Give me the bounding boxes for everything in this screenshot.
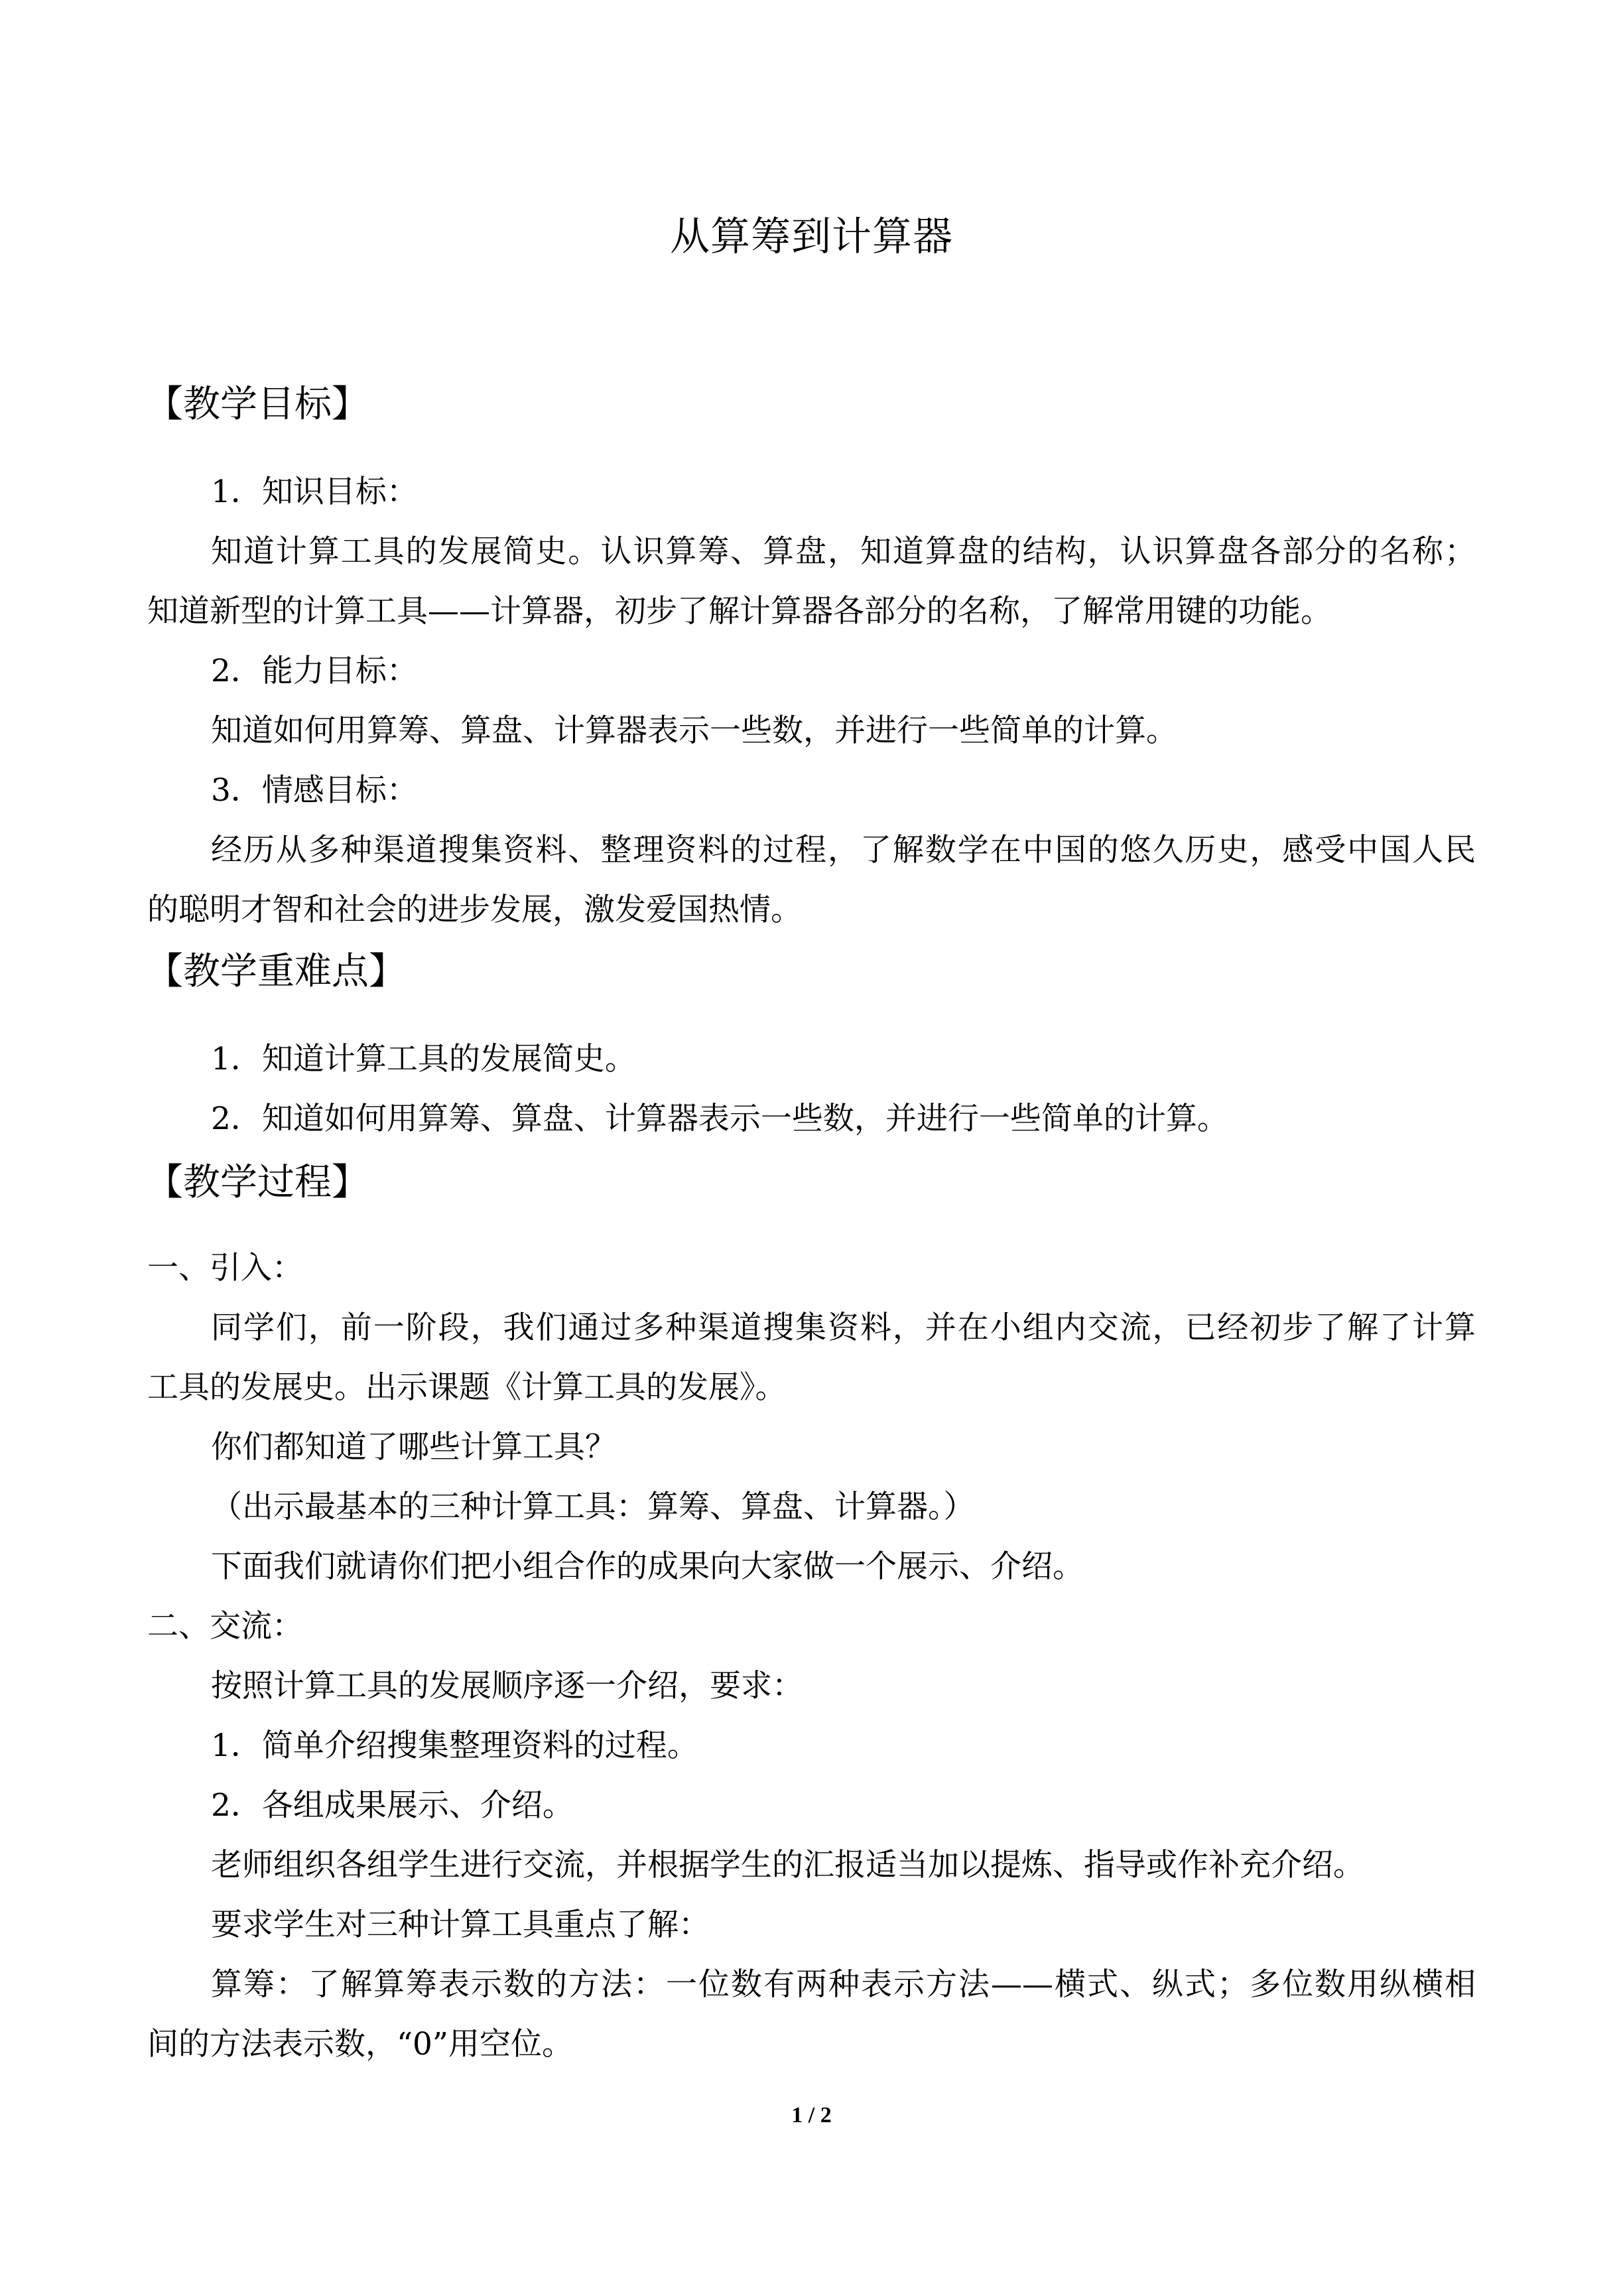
process-paragraph-9: 要求学生对三种计算工具重点了解： — [211, 1907, 710, 1943]
goal-2-label: 2．能力目标： — [211, 653, 418, 689]
key-point-1: 1．知道计算工具的发展简史。 — [211, 1041, 636, 1077]
process-paragraph-1-line-2: 工具的发展史。出示课题《计算工具的发展》。 — [147, 1369, 787, 1406]
process-paragraph-6: 1．简单介绍搜集整理资料的过程。 — [211, 1727, 698, 1764]
process-paragraph-7: 2．各组成果展示、介绍。 — [211, 1787, 574, 1824]
process-part-2-heading: 二、交流： — [147, 1608, 303, 1645]
goal-3-label: 3．情感目标： — [211, 772, 418, 809]
goal-1-text-line-1: 知道计算工具的发展简史。认识算筹、算盘，知道算盘的结构，认识算盘各部分的名称； — [211, 533, 1476, 570]
section-heading-key-points: 【教学重难点】 — [146, 950, 406, 993]
goal-3-text-line-2: 的聪明才智和社会的进步发展，激发爱国热情。 — [147, 892, 802, 928]
section-heading-process: 【教学过程】 — [146, 1161, 369, 1204]
goal-1-text-line-2: 知道新型的计算工具——计算器，初步了解计算器各部分的名称，了解常用键的功能。 — [147, 593, 1332, 630]
process-paragraph-4: 下面我们就请你们把小组合作的成果向大家做一个展示、介绍。 — [211, 1548, 1084, 1585]
process-paragraph-2: 你们都知道了哪些计算工具？ — [211, 1429, 616, 1465]
process-paragraph-10-line-1: 算筹：了解算筹表示数的方法：一位数有两种表示方法——横式、纵式；多位数用纵横相 — [211, 1966, 1476, 2003]
key-point-2: 2．知道如何用算筹、算盘、计算器表示一些数，并进行一些简单的计算。 — [211, 1101, 1228, 1137]
section-heading-goals: 【教学目标】 — [146, 383, 369, 426]
process-part-1-heading: 一、引入： — [147, 1250, 303, 1286]
page-title: 从算筹到计算器 — [670, 214, 953, 260]
goal-1-label: 1．知识目标： — [211, 474, 418, 510]
process-paragraph-10-line-2: 间的方法表示数，“0”用空位。 — [147, 2026, 573, 2062]
goal-2-text: 知道如何用算筹、算盘、计算器表示一些数，并进行一些简单的计算。 — [211, 712, 1177, 749]
process-paragraph-3: （出示最基本的三种计算工具：算筹、算盘、计算器。） — [211, 1489, 975, 1525]
process-paragraph-5: 按照计算工具的发展顺序逐一介绍，要求： — [211, 1668, 803, 1704]
goal-3-text-line-1: 经历从多种渠道搜集资料、整理资料的过程，了解数学在中国的悠久历史，感受中国人民 — [211, 832, 1476, 868]
process-paragraph-8: 老师组织各组学生进行交流，并根据学生的汇报适当加以提炼、指导或作补充介绍。 — [211, 1847, 1364, 1883]
process-paragraph-1-line-1: 同学们，前一阶段，我们通过多种渠道搜集资料，并在小组内交流，已经初步了解了计算 — [211, 1310, 1476, 1346]
page-number: 1 / 2 — [791, 2103, 832, 2127]
